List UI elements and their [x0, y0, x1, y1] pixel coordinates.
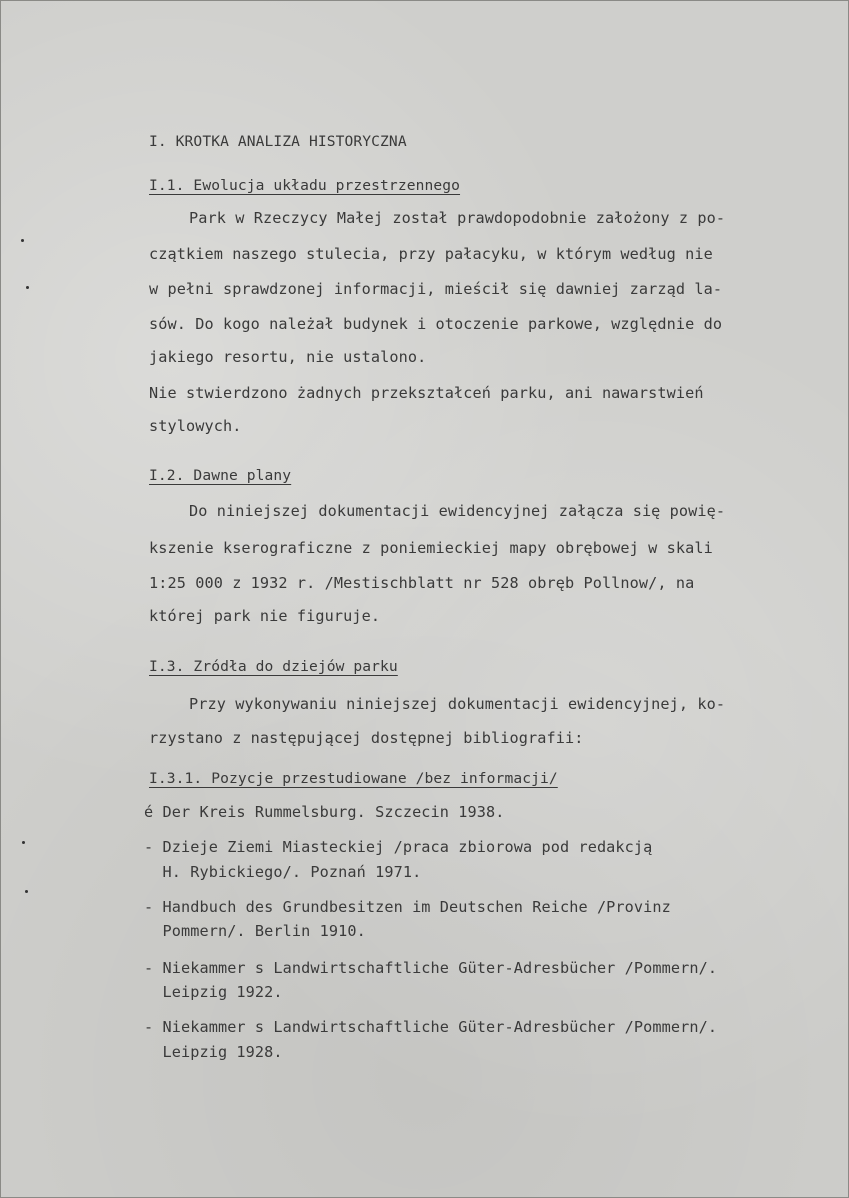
section-2-heading: I.2. Dawne plany [149, 467, 292, 484]
paragraph-line: 1:25 000 z 1932 r. /Mestischblatt nr 528 obręb Pollnow/, na [149, 574, 695, 592]
document-title: I. KROTKA ANALIZA HISTORYCZNA [149, 133, 407, 150]
margin-speck [21, 239, 24, 242]
margin-speck [25, 890, 28, 893]
bibliography-item-continuation: H. Rybickiego/. Poznań 1971. [144, 863, 422, 881]
paragraph-line: której park nie figuruje. [149, 607, 381, 625]
bibliography-item: - Handbuch des Grundbesitzen im Deutschen Reiche /Provinz [144, 898, 671, 916]
paragraph-line: sów. Do kogo należał budynek i otoczenie parkowe, względnie do [149, 315, 723, 333]
bibliography-item: é Der Kreis Rummelsburg. Szczecin 1938. [144, 803, 505, 821]
paragraph-line: w pełni sprawdzonej informacji, mieścił się dawniej zarząd la- [149, 280, 723, 298]
bibliography-item-continuation: Leipzig 1922. [144, 983, 283, 1001]
paragraph-line: czątkiem naszego stulecia, przy pałacyku, w którym według nie [149, 245, 713, 263]
paragraph-line: stylowych. [149, 417, 242, 435]
section-3-heading: I.3. Zródła do dziejów parku [149, 658, 398, 675]
bibliography-item-continuation: Leipzig 1928. [144, 1043, 283, 1061]
paragraph-line: Park w Rzeczycy Małej został prawdopodobnie założony z po- [189, 209, 726, 227]
paragraph-line: kszenie kserograficzne z poniemieckiej mapy obrębowej w skali [149, 539, 713, 557]
bibliography-item: - Dzieje Ziemi Miasteckiej /praca zbiorowa pod redakcją [144, 838, 653, 856]
margin-speck [26, 286, 29, 289]
paragraph-line: Do niniejszej dokumentacji ewidencyjnej załącza się powię- [189, 502, 726, 520]
paragraph-line: Przy wykonywaniu niniejszej dokumentacji ewidencyjnej, ko- [189, 695, 726, 713]
paragraph-line: jakiego resortu, nie ustalono. [149, 348, 427, 366]
bibliography-item: - Niekammer s Landwirtschaftliche Güter-Adresbücher /Pommern/. [144, 1018, 718, 1036]
bibliography-item: - Niekammer s Landwirtschaftliche Güter-Adresbücher /Pommern/. [144, 959, 718, 977]
paragraph-line: rzystano z następującej dostępnej bibliografii: [149, 729, 584, 747]
margin-speck [22, 841, 25, 844]
bibliography-item-continuation: Pommern/. Berlin 1910. [144, 922, 366, 940]
paragraph-line: Nie stwierdzono żadnych przekształceń parku, ani nawarstwień [149, 384, 704, 402]
section-3-1-heading: I.3.1. Pozycje przestudiowane /bez informacji/ [149, 770, 558, 787]
section-1-heading: I.1. Ewolucja układu przestrzennego [149, 177, 461, 194]
